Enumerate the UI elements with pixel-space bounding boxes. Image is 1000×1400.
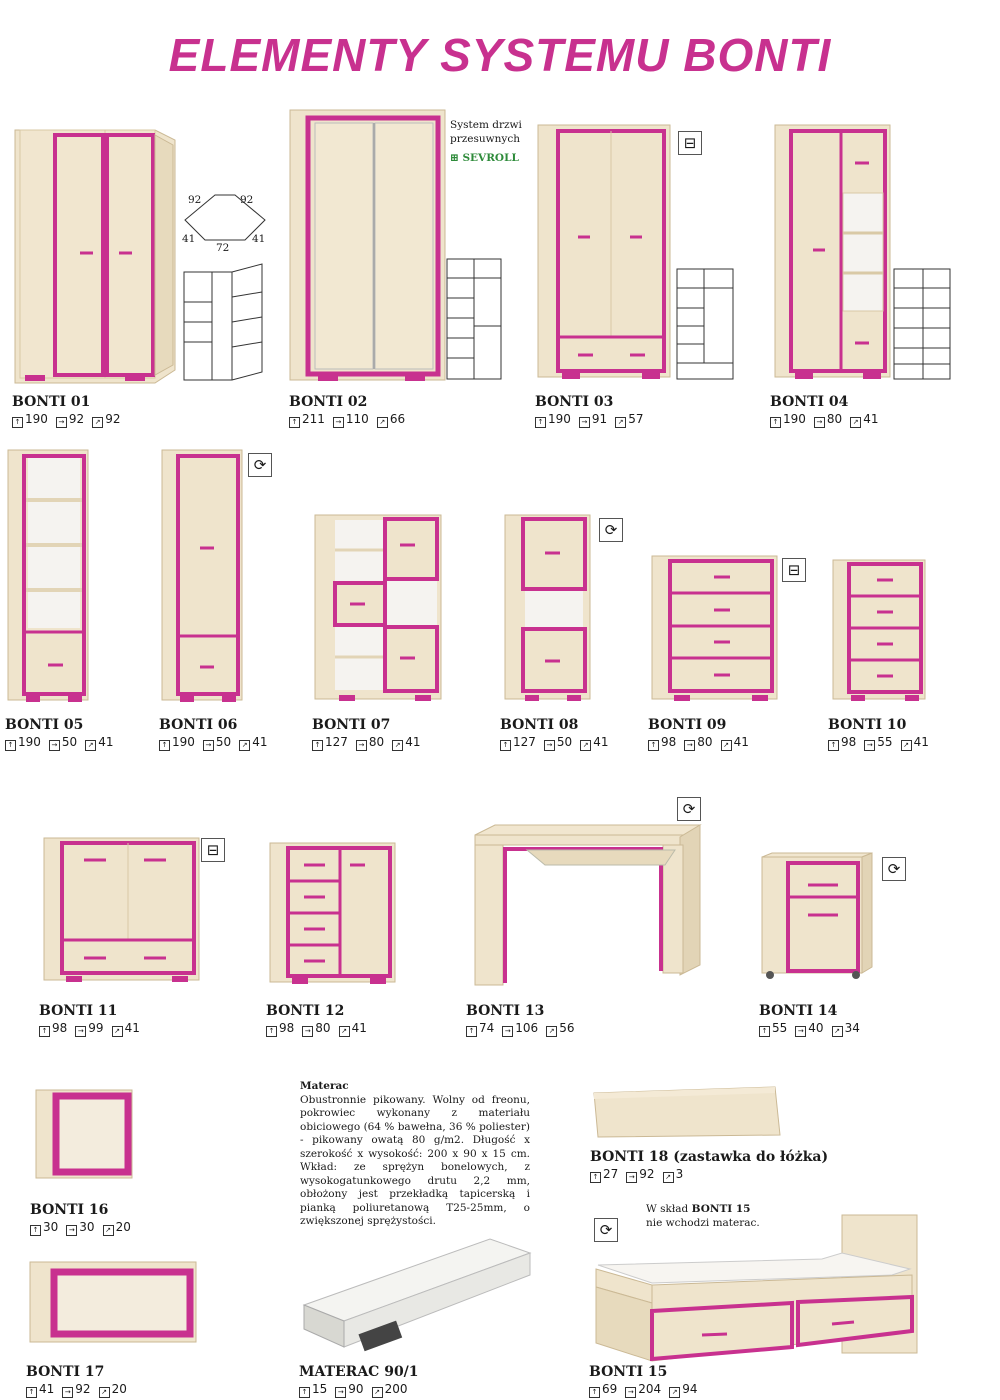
bonti-09-dims: ↑ 98 → 80 ↗ 41: [648, 735, 757, 751]
width-icon: →: [795, 1026, 806, 1037]
page-title: ELEMENTY SYSTEMU BONTI: [168, 29, 832, 81]
width-icon: →: [544, 740, 555, 751]
sliding-note-line2: przesuwnych: [450, 133, 520, 145]
width-icon: →: [626, 1172, 637, 1183]
height-icon: ↑: [26, 1387, 37, 1398]
depth-icon: ↗: [112, 1026, 123, 1037]
depth-icon: ↗: [615, 417, 626, 428]
height-icon: ↑: [299, 1387, 310, 1398]
reversible-icon: ⟳: [599, 518, 623, 542]
width-icon: →: [864, 740, 875, 751]
sevroll-logo: ⊞ SEVROLL: [450, 152, 519, 164]
bonti-11-image: [44, 838, 199, 988]
bonti-04-image: [775, 125, 890, 383]
height-icon: ↑: [590, 1172, 601, 1183]
materac-dims: ↑ 15 → 90 ↗ 200: [299, 1382, 415, 1398]
height-icon: ↑: [648, 740, 659, 751]
bonti-17-image: [30, 1262, 198, 1344]
corner-dim-e: 72: [216, 242, 230, 254]
width-icon: →: [49, 740, 60, 751]
sevroll-icon: ⊞: [450, 152, 463, 164]
bonti-15-label: BONTI 15: [589, 1364, 668, 1380]
sliding-note-line1: System drzwi: [450, 119, 522, 131]
depth-icon: ↗: [92, 417, 103, 428]
corner-dim-d: 41: [252, 233, 266, 245]
drawer-option-icon: ⊟: [782, 558, 806, 582]
width-icon: →: [625, 1387, 636, 1398]
bonti-17-label: BONTI 17: [26, 1364, 105, 1380]
depth-icon: ↗: [103, 1225, 114, 1236]
bonti-13-label: BONTI 13: [466, 1003, 545, 1019]
depth-icon: ↗: [99, 1387, 110, 1398]
bonti-17-dims: ↑ 41 → 92 ↗ 20: [26, 1382, 135, 1398]
bonti-10-image: [833, 560, 925, 706]
bonti-16-image: [36, 1090, 134, 1180]
depth-icon: ↗: [85, 740, 96, 751]
mattress-description: [300, 1080, 530, 1229]
height-icon: ↑: [828, 740, 839, 751]
bonti-16-label: BONTI 16: [30, 1202, 109, 1218]
depth-icon: ↗: [850, 417, 861, 428]
bonti-02-interior-diagram: [446, 258, 502, 380]
height-icon: ↑: [12, 417, 23, 428]
bonti-18-dims: ↑ 27 → 92 ↗ 3: [590, 1167, 691, 1183]
height-icon: ↑: [589, 1387, 600, 1398]
height-icon: ↑: [159, 740, 170, 751]
height-icon: ↑: [266, 1026, 277, 1037]
bonti-03-label: BONTI 03: [535, 394, 614, 410]
drawer-option-icon: ⊟: [201, 838, 225, 862]
width-icon: →: [684, 740, 695, 751]
height-icon: ↑: [759, 1026, 770, 1037]
reversible-icon: ⟳: [882, 857, 906, 881]
bonti-05-image: [8, 450, 88, 705]
bonti-04-dims: ↑ 190 → 80 ↗ 41: [770, 412, 886, 428]
bonti-14-image: [762, 853, 877, 983]
depth-icon: ↗: [721, 740, 732, 751]
width-icon: →: [502, 1026, 513, 1037]
bonti-09-image: [652, 556, 777, 706]
bonti-18-label: BONTI 18 (zastawka do łóżka): [590, 1149, 829, 1165]
bonti-08-label: BONTI 08: [500, 717, 579, 733]
bonti-11-dims: ↑ 98 → 99 ↗ 41: [39, 1021, 148, 1037]
width-icon: →: [579, 417, 590, 428]
reversible-icon: ⟳: [594, 1218, 618, 1242]
width-icon: →: [56, 417, 67, 428]
bonti-14-dims: ↑ 55 → 40 ↗ 34: [759, 1021, 868, 1037]
bonti-02-label: BONTI 02: [289, 394, 368, 410]
depth-icon: ↗: [377, 417, 388, 428]
width-icon: →: [62, 1387, 73, 1398]
height-icon: ↑: [770, 417, 781, 428]
bonti-10-dims: ↑ 98 → 55 ↗ 41: [828, 735, 937, 751]
bonti-12-label: BONTI 12: [266, 1003, 345, 1019]
depth-icon: ↗: [239, 740, 250, 751]
width-icon: →: [333, 417, 344, 428]
height-icon: ↑: [39, 1026, 50, 1037]
mattress-image: [300, 1235, 532, 1360]
bonti-01-image: [15, 125, 175, 385]
height-icon: ↑: [312, 740, 323, 751]
bonti-04-interior-diagram: [893, 268, 951, 380]
width-icon: →: [814, 417, 825, 428]
width-icon: →: [302, 1026, 313, 1037]
corner-dim-b: 92: [240, 194, 254, 206]
drawer-option-icon: ⊟: [678, 131, 702, 155]
bonti-01-dims: ↑ 190 → 92 ↗ 92: [12, 412, 128, 428]
height-icon: ↑: [500, 740, 511, 751]
bonti-03-interior-diagram: [676, 268, 734, 380]
bonti-01-interior-diagram: [182, 262, 264, 382]
bonti-11-label: BONTI 11: [39, 1003, 118, 1019]
depth-icon: ↗: [546, 1026, 557, 1037]
bonti-13-dims: ↑ 74 → 106 ↗ 56: [466, 1021, 582, 1037]
reversible-icon: ⟳: [677, 797, 701, 821]
bonti-02-image: [290, 110, 445, 385]
bonti-05-label: BONTI 05: [5, 717, 84, 733]
height-icon: ↑: [289, 417, 300, 428]
depth-icon: ↗: [832, 1026, 843, 1037]
bonti-03-dims: ↑ 190 → 91 ↗ 57: [535, 412, 651, 428]
bonti-05-dims: ↑ 190 → 50 ↗ 41: [5, 735, 121, 751]
depth-icon: ↗: [901, 740, 912, 751]
bed-note-line2: nie wchodzi materac.: [646, 1217, 760, 1229]
bed-note: W skład BONTI 15: [646, 1203, 751, 1215]
width-icon: →: [66, 1225, 77, 1236]
bonti-13-image: [475, 825, 705, 990]
bonti-07-image: [315, 515, 441, 705]
depth-icon: ↗: [392, 740, 403, 751]
corner-dim-a: 92: [188, 194, 202, 206]
width-icon: →: [203, 740, 214, 751]
height-icon: ↑: [30, 1225, 41, 1236]
width-icon: →: [335, 1387, 346, 1398]
bonti-12-image: [270, 843, 395, 989]
bonti-16-dims: ↑ 30 → 30 ↗ 20: [30, 1220, 139, 1236]
bonti-14-label: BONTI 14: [759, 1003, 838, 1019]
bonti-06-dims: ↑ 190 → 50 ↗ 41: [159, 735, 275, 751]
height-icon: ↑: [535, 417, 546, 428]
bonti-07-label: BONTI 07: [312, 717, 391, 733]
width-icon: →: [75, 1026, 86, 1037]
bonti-09-label: BONTI 09: [648, 717, 727, 733]
depth-icon: ↗: [372, 1387, 383, 1398]
bonti-06-image: [162, 450, 242, 705]
bonti-04-label: BONTI 04: [770, 394, 849, 410]
bonti-08-dims: ↑ 127 → 50 ↗ 41: [500, 735, 616, 751]
depth-icon: ↗: [663, 1172, 674, 1183]
bonti-07-dims: ↑ 127 → 80 ↗ 41: [312, 735, 428, 751]
bonti-15-dims: ↑ 69 → 204 ↗ 94: [589, 1382, 705, 1398]
depth-icon: ↗: [580, 740, 591, 751]
reversible-icon: ⟳: [248, 453, 272, 477]
bonti-01-label: BONTI 01: [12, 394, 91, 410]
bonti-06-label: BONTI 06: [159, 717, 238, 733]
mattress-heading: Materac: [300, 1080, 349, 1092]
depth-icon: ↗: [339, 1026, 350, 1037]
height-icon: ↑: [5, 740, 16, 751]
depth-icon: ↗: [669, 1387, 680, 1398]
width-icon: →: [356, 740, 367, 751]
mattress-text: Obustronnie pikowany. Wolny od freonu, pokrowiec wykonany z materiału obiciowego (64 % bawełna, 36 % poliester) - pikowany owatą 80 g/m2. Długość x szerokość x wysokość: 200 x 90 x 15 cm. Wkład: ze sprężyn bonelowych, z wysokogatunkowego drutu 2,2 mm, obłożony jest przekładką tapicerską i pianką poliuretanową T25-25mm, o zwiększonej sprężystości.: [300, 1093, 530, 1227]
corner-dim-c: 41: [182, 233, 196, 245]
bonti-15-image: [592, 1213, 927, 1365]
bonti-03-image: [538, 125, 670, 383]
bonti-10-label: BONTI 10: [828, 717, 907, 733]
bonti-12-dims: ↑ 98 → 80 ↗ 41: [266, 1021, 375, 1037]
bonti-08-image: [505, 515, 590, 705]
height-icon: ↑: [466, 1026, 477, 1037]
bonti-02-dims: ↑ 211 → 110 ↗ 66: [289, 412, 413, 428]
bonti-18-image: [590, 1085, 790, 1140]
materac-label: MATERAC 90/1: [299, 1364, 419, 1380]
